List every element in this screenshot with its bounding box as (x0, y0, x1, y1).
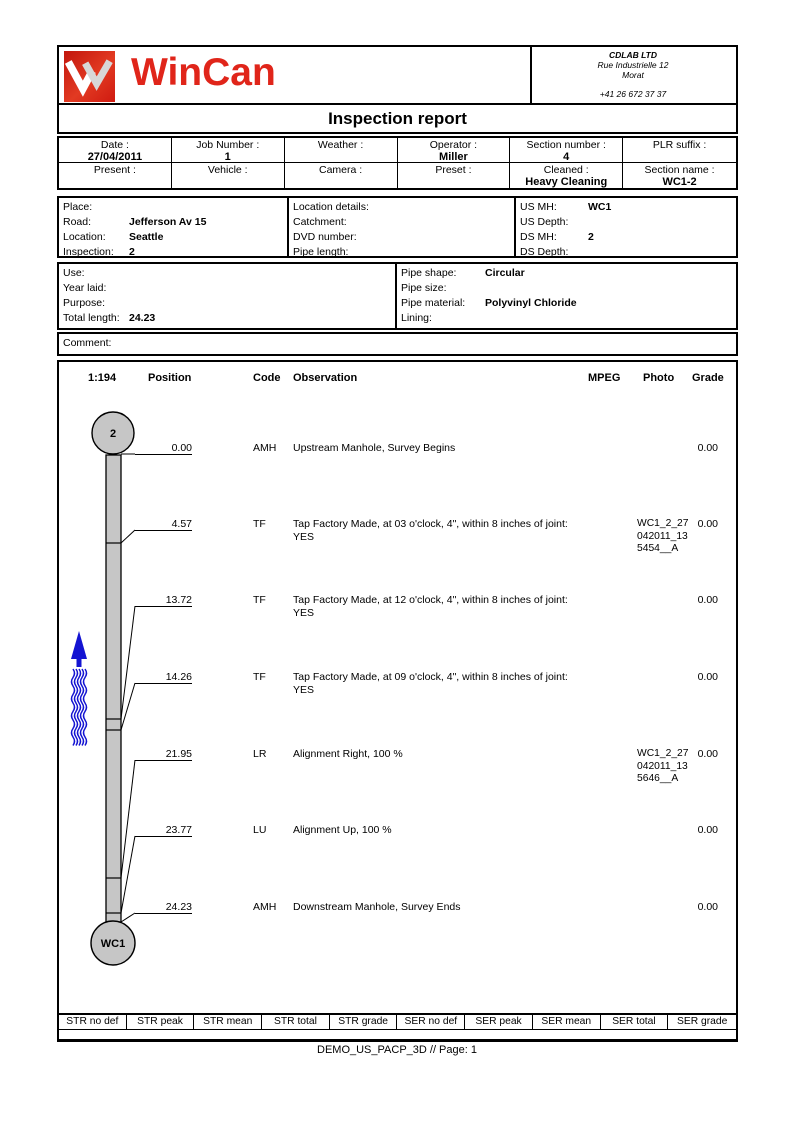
obs-text-line1: Downstream Manhole, Survey Ends (293, 901, 461, 913)
info-line (63, 215, 287, 230)
grade-summary-cell: SER peak (465, 1015, 533, 1029)
obs-text-line1: Tap Factory Made, at 03 o'clock, 4", within 8 inches of joint: (293, 518, 568, 530)
page-label: DEMO_US_PACP_3D // Page: 1 (317, 1044, 477, 1056)
info-label: Inspection: (63, 246, 114, 258)
location-col-details (287, 198, 514, 256)
obs-position: 4.57 (135, 518, 192, 531)
obs-header-observation: Observation (293, 372, 358, 384)
pipe-col-use (59, 264, 395, 328)
grade-summary-box (57, 1013, 738, 1042)
detail-value (59, 176, 171, 188)
info-label: Catchment: (293, 216, 347, 228)
detail-value: WC1-2 (662, 176, 697, 188)
details-table (57, 136, 738, 190)
info-line (293, 230, 514, 245)
obs-code: TF (253, 594, 266, 606)
obs-header-position: Position (148, 372, 192, 384)
details-grid (59, 138, 736, 188)
info-value: Circular (485, 267, 525, 279)
obs-header-code: Code (253, 372, 281, 384)
info-line (293, 215, 514, 230)
info-label: DVD number: (293, 231, 357, 243)
detail-cell (398, 163, 511, 188)
info-value: Seattle (129, 231, 164, 243)
wincan-logo-icon (64, 51, 115, 102)
obs-position: 21.95 (135, 748, 192, 761)
info-line (63, 281, 395, 296)
obs-grade: 0.00 (697, 748, 718, 760)
info-label: Pipe material: (401, 297, 466, 309)
info-label: Purpose: (63, 297, 106, 309)
obs-header-grade: Grade (692, 372, 724, 384)
detail-label: Section number : (526, 139, 606, 151)
info-label: Pipe shape: (401, 267, 457, 279)
obs-text-line1: Tap Factory Made, at 09 o'clock, 4", within 8 inches of joint: (293, 671, 568, 683)
detail-label: PLR suffix : (652, 139, 707, 151)
info-value: Polyvinyl Chloride (485, 297, 577, 309)
detail-label: Present : (93, 164, 136, 176)
pipe-info-box (57, 262, 738, 330)
detail-cell (623, 138, 736, 163)
comment-box (57, 332, 738, 356)
wincan-w-glyph (64, 51, 115, 102)
info-value: 2 (129, 246, 135, 258)
observations-box (57, 360, 738, 1013)
manhole-downstream-label: WC1 (100, 938, 126, 950)
info-value: 24.23 (129, 312, 156, 324)
info-line (520, 245, 736, 260)
grade-summary-cell: SER mean (533, 1015, 601, 1029)
company-phone: +41 26 672 37 37 (599, 89, 667, 99)
detail-cell (172, 163, 285, 188)
obs-code: AMH (253, 901, 277, 913)
info-label: Total length: (63, 312, 120, 324)
info-line (63, 266, 395, 281)
detail-value: Miller (439, 151, 468, 163)
obs-text (293, 442, 455, 455)
obs-text-line1: Upstream Manhole, Survey Begins (293, 442, 456, 454)
obs-grade: 0.00 (697, 901, 718, 913)
obs-position: 24.23 (135, 901, 192, 914)
detail-cell (510, 138, 623, 163)
location-col-place (59, 198, 287, 256)
info-label: Year laid: (63, 282, 107, 294)
obs-text (293, 748, 403, 761)
detail-cell (285, 138, 398, 163)
info-line (401, 296, 736, 311)
observation-rows (59, 362, 736, 1013)
info-label: Pipe length: (293, 246, 349, 258)
info-line (401, 266, 736, 281)
detail-label: Preset : (435, 164, 472, 176)
detail-value (398, 176, 510, 188)
obs-code: TF (253, 518, 266, 530)
detail-cell (398, 138, 511, 163)
info-line (401, 311, 736, 326)
obs-text-line2: YES (293, 684, 315, 696)
obs-grade: 0.00 (697, 594, 718, 606)
detail-cell (59, 138, 172, 163)
obs-text-line1: Tap Factory Made, at 12 o'clock, 4", within 8 inches of joint: (293, 594, 568, 606)
info-line (63, 200, 287, 215)
company-address-2: Morat (622, 70, 644, 80)
grade-summary-cell: SER no def (397, 1015, 465, 1029)
obs-grade: 0.00 (697, 518, 718, 530)
company-info (532, 50, 734, 99)
report-title: Inspection report (328, 108, 467, 128)
info-line (293, 245, 514, 260)
detail-label: Date : (100, 139, 129, 151)
detail-value: Heavy Cleaning (525, 176, 608, 188)
detail-cell (623, 163, 736, 188)
company-address-1: Rue Industrielle 12 (597, 60, 669, 70)
company-name: CDLAB LTD (609, 50, 657, 60)
obs-position: 23.77 (135, 824, 192, 837)
obs-header-mpeg: MPEG (588, 372, 621, 384)
info-line (293, 200, 514, 215)
grade-summary-cell: STR grade (330, 1015, 398, 1029)
info-label: DS MH: (520, 231, 557, 243)
detail-value: 4 (563, 151, 570, 163)
obs-position: 0.00 (135, 442, 192, 455)
obs-text (293, 901, 461, 914)
comment-label: Comment: (63, 337, 112, 349)
info-line (63, 311, 395, 326)
info-line (520, 200, 736, 215)
detail-label: Cleaned : (543, 164, 589, 176)
info-value: 2 (588, 231, 594, 243)
detail-label: Camera : (318, 164, 363, 176)
detail-value (285, 151, 397, 163)
info-label: DS Depth: (520, 246, 569, 258)
obs-header-scale: 1:194 (88, 372, 117, 384)
obs-photo-ref: WC1_2_27042011_135646__A (637, 748, 689, 784)
obs-text-line1: Alignment Right, 100 % (293, 748, 403, 760)
info-line (401, 281, 736, 296)
grade-summary-cell: STR total (262, 1015, 330, 1029)
detail-cell (172, 138, 285, 163)
info-label: Lining: (401, 312, 432, 324)
obs-text-line1: Alignment Up, 100 % (293, 824, 392, 836)
detail-value (623, 151, 736, 163)
logo-row (59, 47, 736, 105)
detail-cell (59, 163, 172, 188)
info-value: WC1 (588, 201, 612, 213)
grade-summary-cell: STR mean (194, 1015, 262, 1029)
obs-text-line2: YES (293, 607, 315, 619)
detail-value: 1 (224, 151, 231, 163)
obs-text (293, 671, 568, 697)
detail-cell (510, 163, 623, 188)
obs-text (293, 594, 568, 620)
detail-value: 27/04/2011 (87, 151, 143, 163)
info-label: US Depth: (520, 216, 569, 228)
info-line (520, 230, 736, 245)
manhole-upstream-label: 2 (109, 428, 117, 440)
info-label: Use: (63, 267, 85, 279)
obs-text (293, 518, 568, 544)
location-info-box (57, 196, 738, 258)
info-label: Pipe size: (401, 282, 447, 294)
info-line (63, 245, 287, 260)
location-col-manholes (514, 198, 736, 256)
grade-summary-cells (59, 1015, 736, 1030)
obs-text-line2: YES (293, 531, 315, 543)
obs-text (293, 824, 392, 837)
info-label: Place: (63, 201, 93, 213)
info-label: US MH: (520, 201, 557, 213)
detail-label: Job Number : (196, 139, 260, 151)
info-label: Location: (63, 231, 106, 243)
obs-header-photo: Photo (643, 372, 675, 384)
info-line (520, 215, 736, 230)
detail-label: Operator : (429, 139, 478, 151)
detail-label: Section name : (644, 164, 715, 176)
obs-position: 13.72 (135, 594, 192, 607)
pipe-col-shape (395, 264, 736, 328)
obs-code: AMH (253, 442, 277, 454)
info-line (63, 296, 395, 311)
grade-summary-cell: STR peak (127, 1015, 195, 1029)
brand-name: WinCan (131, 51, 276, 94)
info-label: Location details: (293, 201, 369, 213)
obs-code: LU (253, 824, 267, 836)
detail-label: Weather : (317, 139, 364, 151)
info-value: Jefferson Av 15 (129, 216, 207, 228)
obs-grade: 0.00 (697, 671, 718, 683)
obs-position: 14.26 (135, 671, 192, 684)
report-header-box (57, 45, 738, 134)
grade-summary-cell: SER total (601, 1015, 669, 1029)
detail-value (285, 176, 397, 188)
obs-code: TF (253, 671, 266, 683)
obs-grade: 0.00 (697, 442, 718, 454)
info-line (63, 230, 287, 245)
obs-grade: 0.00 (697, 824, 718, 836)
obs-code: LR (253, 748, 267, 760)
info-label: Road: (63, 216, 92, 228)
detail-cell (285, 163, 398, 188)
detail-value (172, 176, 284, 188)
grade-summary-cell: STR no def (59, 1015, 127, 1029)
detail-label: Vehicle : (207, 164, 248, 176)
obs-photo-ref: WC1_2_27042011_135454__A (637, 518, 689, 554)
grade-summary-cell: SER grade (676, 1016, 728, 1027)
